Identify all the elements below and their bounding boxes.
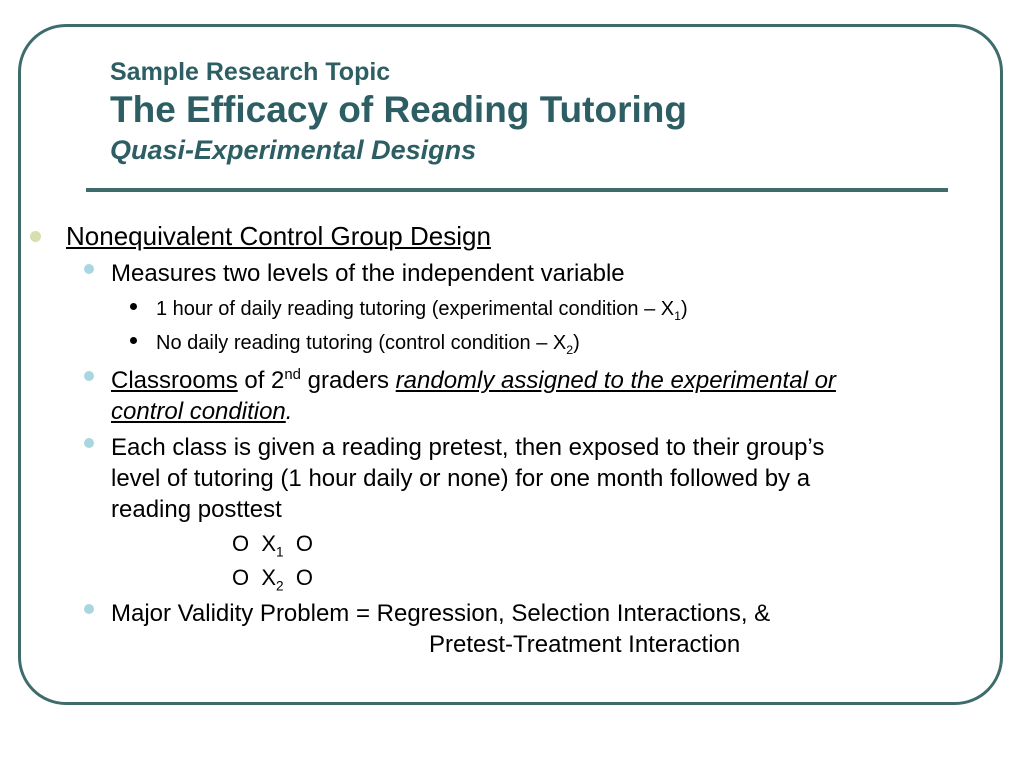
title-topic: Sample Research Topic	[110, 58, 391, 86]
bullet-icon	[130, 337, 137, 344]
grade-superscript: nd	[284, 367, 301, 383]
pretest-line1: Each class is given a reading pretest, then exposed to their group’s	[111, 434, 825, 461]
random-assignment-line1: randomly assigned to the experimental or	[395, 367, 836, 394]
pretest-line2: level of tutoring (1 hour daily or none) for one month followed by a	[111, 465, 811, 492]
bullet-icon	[30, 231, 41, 242]
design-notation-row1	[232, 529, 313, 559]
notation-row2-subscript: 2	[276, 578, 284, 594]
condition1-text	[156, 296, 688, 322]
condition2-subscript: 2	[566, 343, 574, 357]
random-assignment-line2: control condition	[111, 398, 286, 425]
validity-text	[111, 598, 991, 660]
bullet-icon	[84, 264, 94, 274]
condition2-text	[156, 330, 580, 356]
classrooms-text	[111, 365, 991, 427]
notation-row2-pre: O X	[232, 565, 277, 590]
title-main: The Efficacy of Reading Tutoring	[110, 89, 687, 130]
notation-row1-pre: O X	[232, 531, 277, 556]
measures-text: Measures two levels of the independent variable	[111, 260, 625, 287]
notation-row1-subscript: 1	[276, 544, 284, 560]
bullet-icon	[84, 604, 94, 614]
design-heading: Nonequivalent Control Group Design	[66, 221, 491, 251]
notation-row1-post: O	[283, 531, 313, 556]
condition1-close: )	[681, 298, 688, 320]
validity-line2: Pretest-Treatment Interaction	[429, 631, 741, 658]
title-subtitle: Quasi-Experimental Designs	[110, 135, 477, 165]
validity-line1: Major Validity Problem = Regression, Selection Interactions, &	[111, 600, 771, 627]
classrooms-grade: of 2	[237, 367, 285, 394]
condition1-label: 1 hour of daily reading tutoring (experimental condition – X	[156, 298, 675, 320]
condition2-label: No daily reading tutoring (control condition – X	[156, 332, 567, 354]
notation-row2-post: O	[283, 565, 313, 590]
bullet-icon	[84, 371, 94, 381]
bullet-icon	[84, 438, 94, 448]
design-notation-row2	[232, 563, 313, 593]
bullet-icon	[130, 303, 137, 310]
pretest-line3: reading posttest	[111, 496, 282, 523]
condition1-subscript: 1	[674, 309, 681, 323]
classrooms-word: Classrooms	[111, 367, 238, 394]
classrooms-graders: graders	[300, 367, 396, 394]
classrooms-end: .	[285, 398, 293, 425]
condition2-close: )	[573, 332, 580, 354]
pretest-text	[111, 432, 991, 525]
